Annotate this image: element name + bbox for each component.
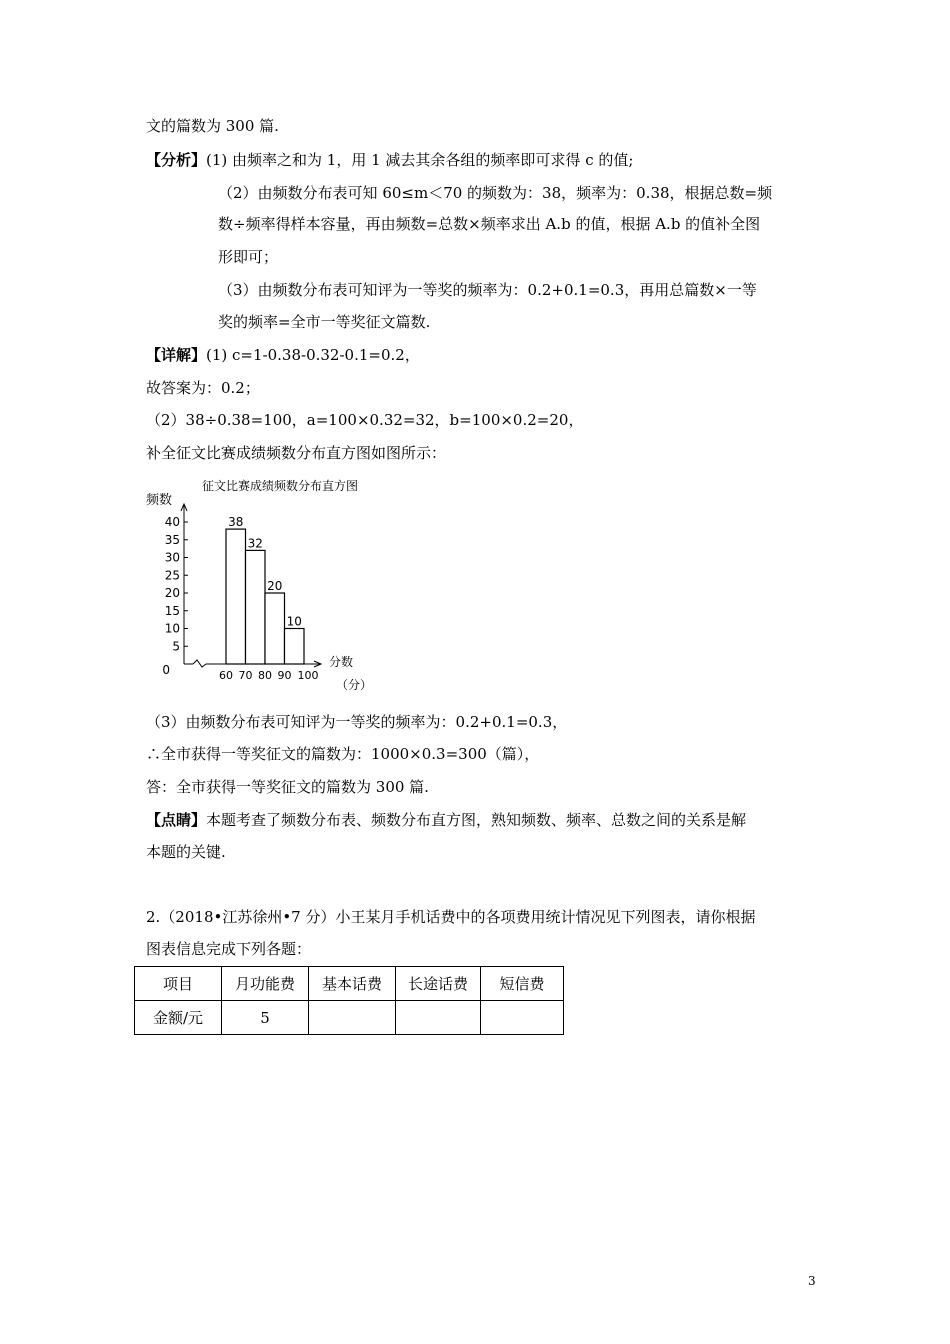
table-header-row [135, 967, 564, 1001]
text-line: (1) 由频率之和为 1，用 1 减去其余各组的频率即可求得 c 的值; [206, 151, 634, 169]
bar-value-label: 20 [267, 579, 283, 593]
text-line: 本题的关键. [146, 843, 226, 861]
y-axis-label: 频数 [146, 493, 173, 508]
comment-tag: 【点睛】 [146, 811, 207, 829]
y-tick-label: 15 [164, 603, 180, 618]
x-axis-label: 分数 [329, 655, 354, 669]
text-line: 文的篇数为 300 篇. [146, 117, 279, 135]
frequency-histogram [146, 474, 386, 700]
y-tick-label: 20 [164, 586, 180, 600]
question-2-text: 图表信息完成下列各题： [146, 940, 312, 958]
text-line: ∴全市获得一等奖征文的篇数为：1000×0.3=300（篇）， [146, 745, 540, 763]
histogram-bar [285, 629, 305, 665]
table-header-cell: 项目 [135, 967, 222, 1001]
text-line: 数÷频率得样本容量，再由频数=总数×频率求出 A.b 的值，根据 A.b 的值补全图 [218, 215, 761, 233]
detail-paragraph [146, 345, 420, 365]
text-line: 补全征文比赛成绩频数分布直方图如图所示： [146, 444, 447, 462]
text-line: （3）由频数分布表可知评为一等奖的频率为：0.2+0.1=0.3，再用总篇数×一等 [218, 281, 757, 299]
bar-value-label: 38 [228, 515, 244, 530]
comment-paragraph [146, 810, 746, 830]
bar-value-label: 32 [247, 536, 263, 551]
y-tick-label: 30 [164, 550, 180, 565]
bar-value-label: 10 [286, 614, 302, 629]
analysis-paragraph [146, 150, 633, 170]
table-cell: 5 [222, 1001, 309, 1035]
table-header-cell: 短信费 [481, 967, 564, 1001]
detail-tag: 【详解】 [146, 346, 207, 364]
fee-table [134, 966, 564, 1035]
table-header-cell: 长途话费 [396, 967, 481, 1001]
table-cell [481, 1001, 564, 1035]
y-tick-label: 40 [164, 515, 180, 529]
x-axis-unit: （分） [336, 678, 373, 692]
text-line: （3）由频数分布表可知评为一等奖的频率为：0.2+0.1=0.3， [146, 713, 568, 731]
histogram-bar [226, 529, 246, 664]
page-number: 3 [808, 1274, 816, 1288]
text-line: （2）38÷0.38=100，a=100×0.32=32，b=100×0.2=20， [146, 411, 584, 429]
x-axis-break [193, 660, 206, 667]
chart-title: 征文比赛成绩频数分布直方图 [202, 479, 359, 493]
text-line: （2）由频数分布表可知 60≤m＜70 的频数为：38，频率为：0.38，根据总数=频 [218, 184, 773, 202]
text-line: 故答案为：0.2； [146, 379, 260, 397]
histogram-bar [246, 550, 266, 664]
y-tick-label: 5 [172, 639, 180, 654]
y-tick-label: 10 [164, 621, 180, 636]
text-line: 奖的频率=全市一等奖征文篇数. [218, 313, 431, 331]
y-tick-label: 35 [164, 532, 180, 547]
text-line: 本题考查了频数分布表、频数分布直方图，熟知频数、频率、总数之间的关系是解 [206, 811, 747, 829]
x-tick-label: 100 [297, 669, 319, 682]
analysis-tag: 【分析】 [146, 151, 207, 169]
y-tick-label: 0 [162, 663, 170, 677]
text-line: (1) c=1-0.38-0.32-0.1=0.2， [206, 346, 420, 364]
x-tick-label: 90 [277, 669, 292, 682]
histogram-bar [265, 593, 285, 664]
question-2-text: 2.（2018•江苏徐州•7 分）小王某月手机话费中的各项费用统计情况见下列图表，请你根据 [146, 908, 756, 926]
text-line: 答：全市获得一等奖征文的篇数为 300 篇. [146, 778, 429, 796]
table-header-cell: 月功能费 [222, 967, 309, 1001]
y-tick-label: 25 [164, 568, 180, 583]
table-cell [396, 1001, 481, 1035]
table-cell [309, 1001, 396, 1035]
table-row-label: 金额/元 [135, 1001, 222, 1035]
x-tick-label: 80 [258, 669, 272, 682]
table-header-cell: 基本话费 [309, 967, 396, 1001]
x-tick-label: 60 [219, 669, 233, 682]
x-tick-label: 70 [238, 669, 253, 682]
text-line: 形即可； [218, 248, 279, 266]
table-row [135, 1001, 564, 1035]
